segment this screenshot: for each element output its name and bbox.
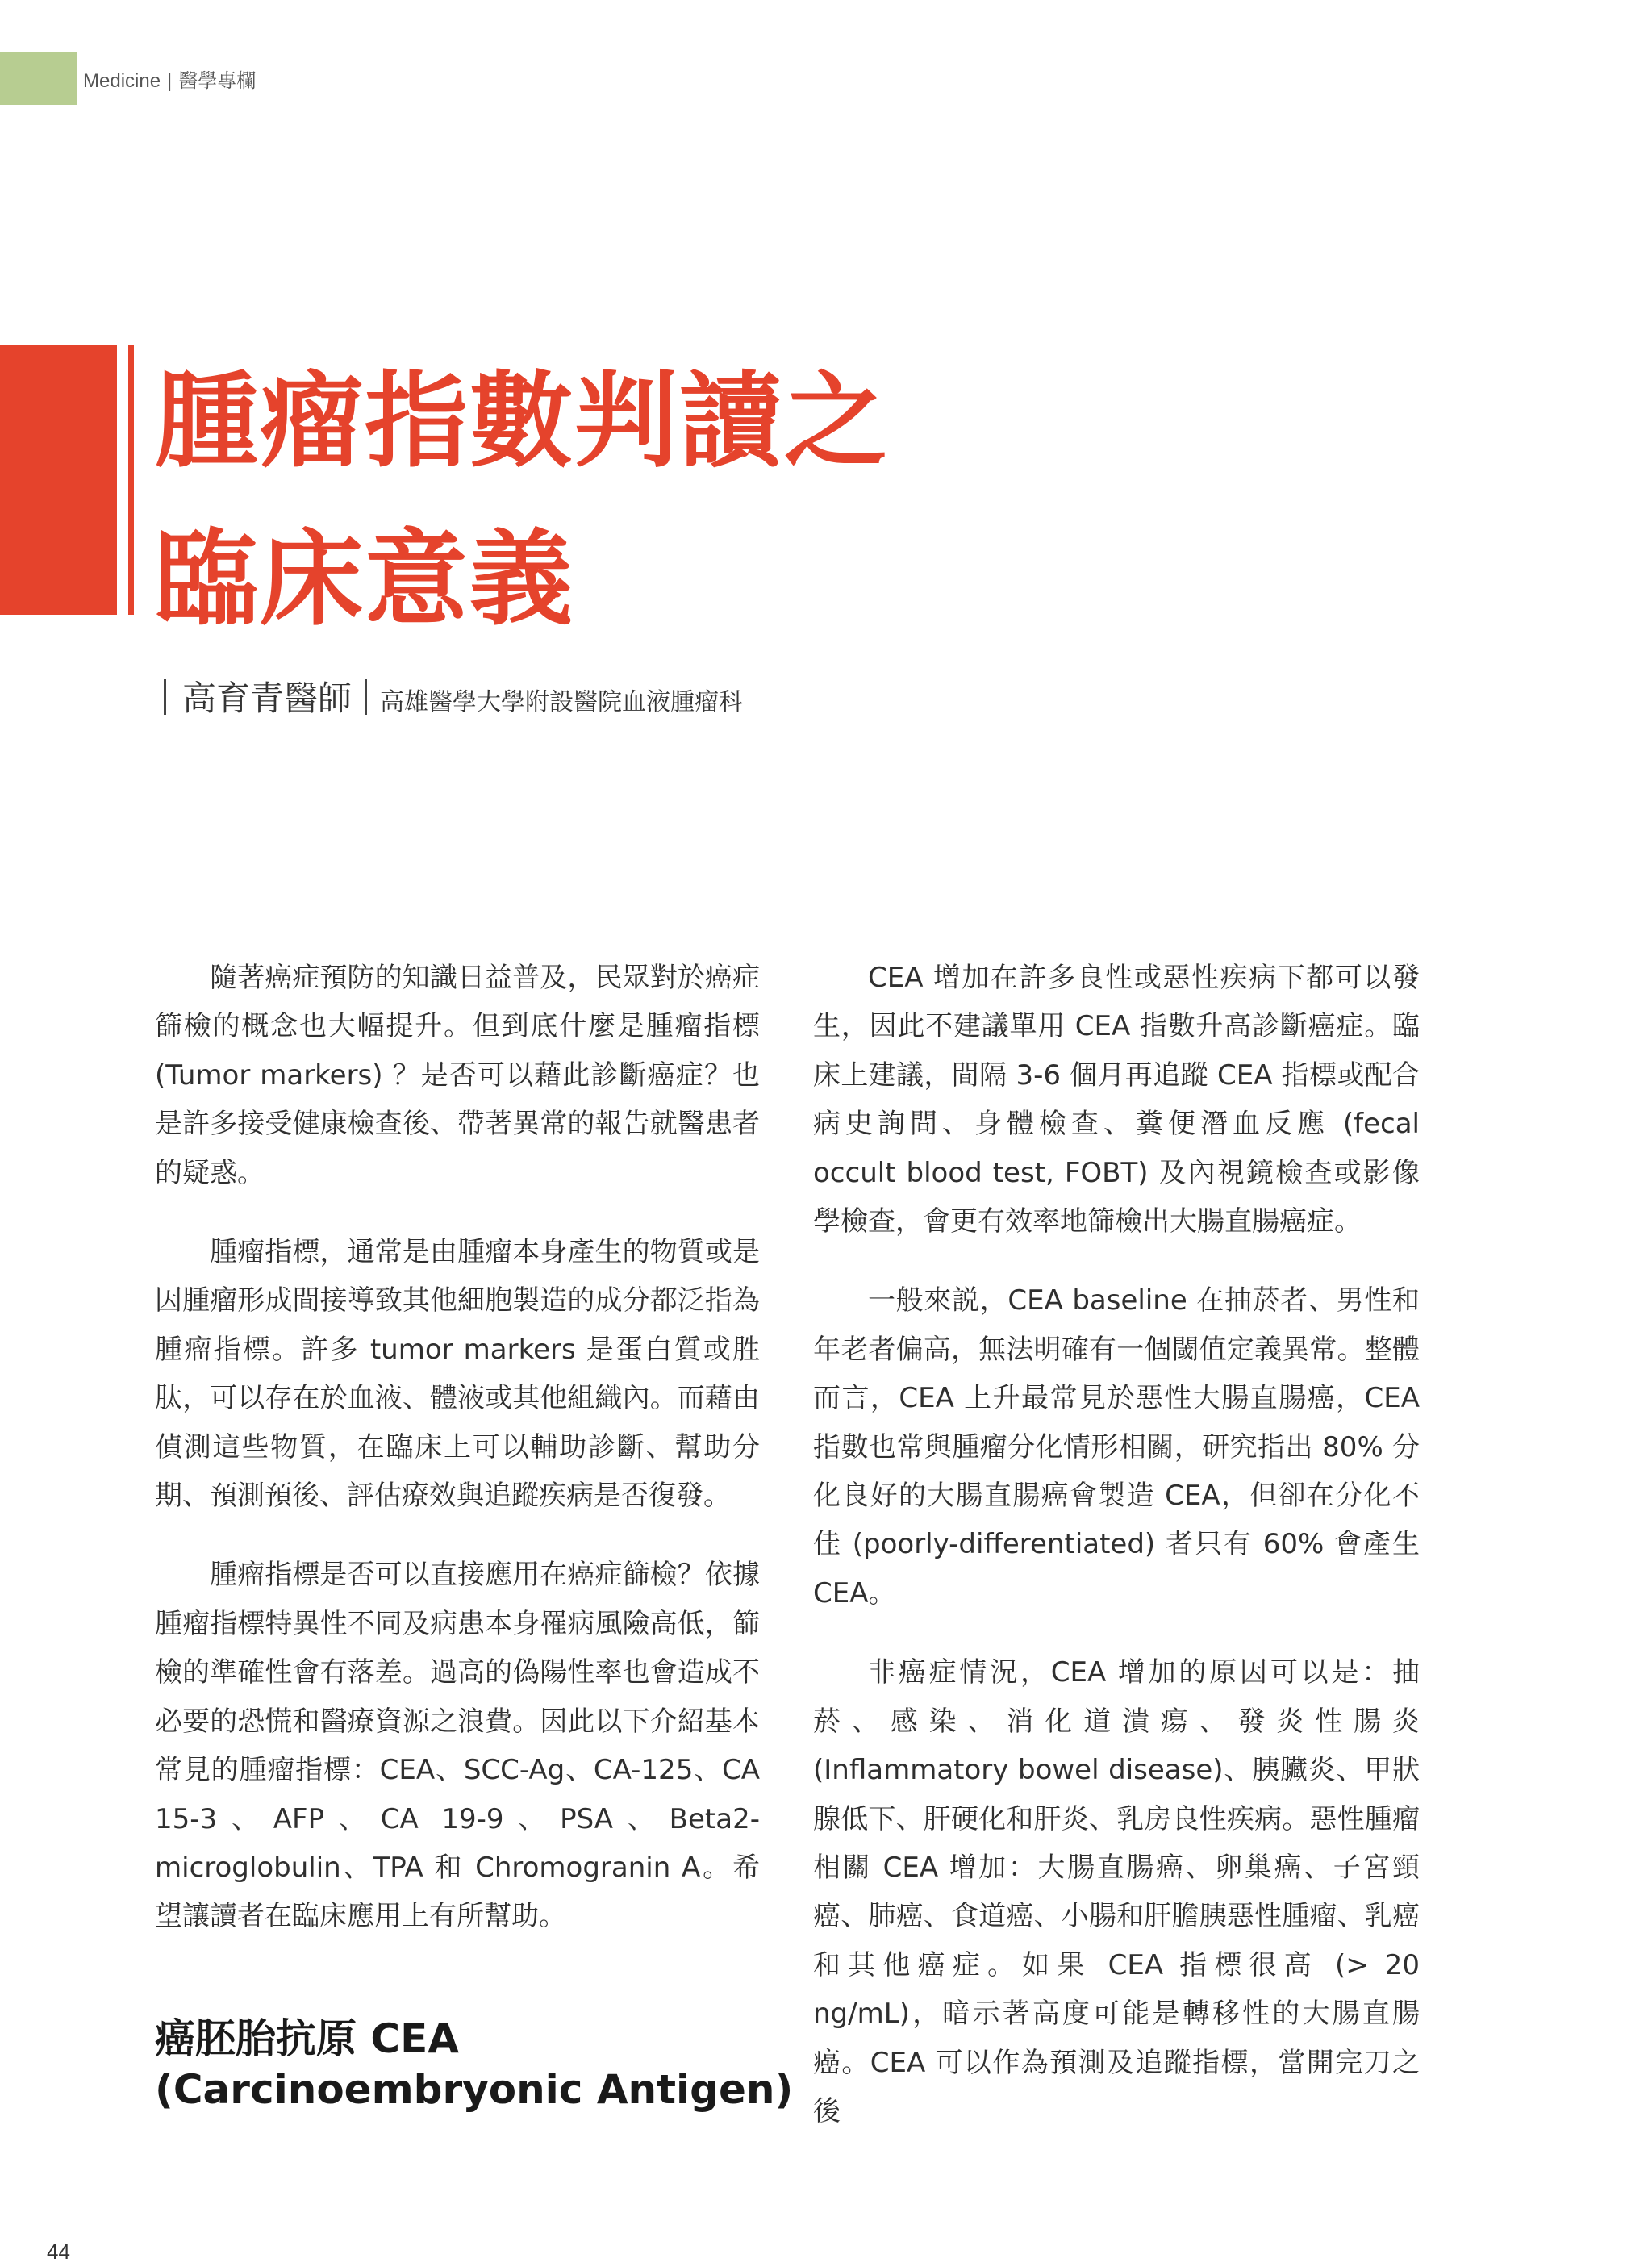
body-paragraph: CEA 增加在許多良性或惡性疾病下都可以發生，因此不建議單用 CEA 指數升高診斷癌症。臨床上建議，間隔 3-6 個月再追蹤 CEA 指標或配合病史詢問、身體檢查、糞便潛血反應 (fecal occult blood test, FOBT) 及內視鏡檢查或影像學檢查，會更有效率地篩檢出大腸直腸癌症。 bbox=[813, 962, 1420, 1238]
section-label-en: Medicine bbox=[83, 70, 161, 92]
byline-divider bbox=[365, 679, 367, 715]
article-title-line-1: 腫瘤指數判讀之 bbox=[155, 361, 890, 482]
body-paragraph: 腫瘤指標是否可以直接應用在癌症篩檢？依據腫瘤指標特異性不同及病患本身罹病風險高低，篩檢的準確性會有落差。過高的偽陽性率也會造成不必要的恐慌和醫療資源之浪費。因此以下介紹基本常見的腫瘤指標：CEA、SCC-Ag、CA-125、CA 15-3、AFP、CA 19-9、PSA、Beta2-microglobulin、TPA 和 Chromogranin A。希望讓讀者在臨床應用上有所幫助。 bbox=[155, 1559, 760, 1933]
section-heading-line-1: 癌胚胎抗原 CEA bbox=[155, 2015, 459, 2062]
body-paragraph: 一般來説，CEA baseline 在抽菸者、男性和年老者偏高，無法明確有一個閾值定義異常。整體而言，CEA 上升最常見於惡性大腸直腸癌，CEA 指數也常與腫瘤分化情形相關，研究指出 80% 分化良好的大腸直腸癌會製造 CEA，但卻在分化不佳 (poorly-differentiated) 者只有 60% 會產生 CEA。 bbox=[813, 1284, 1420, 1609]
author-affiliation: 高雄醫學大學附設醫院血液腫瘤科 bbox=[380, 688, 744, 716]
section-label bbox=[83, 65, 256, 93]
byline-divider bbox=[164, 679, 166, 715]
article-title bbox=[155, 343, 1042, 659]
section-heading-line-2: (Carcinoembryonic Antigen) bbox=[155, 2066, 794, 2113]
title-accent-rule bbox=[128, 345, 134, 615]
author-name: 高育青醫師 bbox=[182, 678, 353, 718]
body-paragraph: 非癌症情況，CEA 增加的原因可以是：抽菸、感染、消化道潰瘍、發炎性腸炎 (Inflammatory bowel disease)、胰臟炎、甲狀腺低下、肝硬化和肝炎、乳房良性疾病。惡性腫瘤相關 CEA 增加：大腸直腸癌、卵巢癌、子宮頸癌、肺癌、食道癌、小腸和肝膽胰惡性腫瘤、乳癌和其他癌症。如果 CEA 指標很高 (> 20 ng/mL)，暗示著高度可能是轉移性的大腸直腸癌。CEA 可以作為預測及追蹤指標，當開完刀之後 bbox=[813, 1656, 1420, 2127]
right-column bbox=[813, 954, 1420, 2135]
section-label-zh: 醫學專欄 bbox=[178, 70, 257, 92]
body-paragraph: 隨著癌症預防的知識日益普及，民眾對於癌症篩檢的概念也大幅提升。但到底什麼是腫瘤指標 (Tumor markers) ？是否可以藉此診斷癌症？也是許多接受健康檢查後、帶著異常的報告就醫患者的疑惑。 bbox=[155, 962, 760, 1189]
byline bbox=[164, 672, 743, 720]
body-paragraph: 腫瘤指標，通常是由腫瘤本身產生的物質或是因腫瘤形成間接導致其他細胞製造的成分都泛指為腫瘤指標。許多 tumor markers 是蛋白質或胜肽，可以存在於血液、體液或其他組織內。而藉由偵測這些物質，在臨床上可以輔助診斷、幫助分期、預測預後、評估療效與追蹤疾病是否復發。 bbox=[155, 1236, 760, 1513]
title-accent-block bbox=[0, 345, 117, 615]
page-number: 44 bbox=[47, 2240, 70, 2264]
section-heading-cea bbox=[155, 2014, 794, 2115]
left-column bbox=[155, 954, 760, 1941]
article-title-line-2: 臨床意義 bbox=[155, 520, 575, 640]
section-label-separator: | bbox=[167, 70, 173, 92]
section-color-tab bbox=[0, 52, 77, 105]
